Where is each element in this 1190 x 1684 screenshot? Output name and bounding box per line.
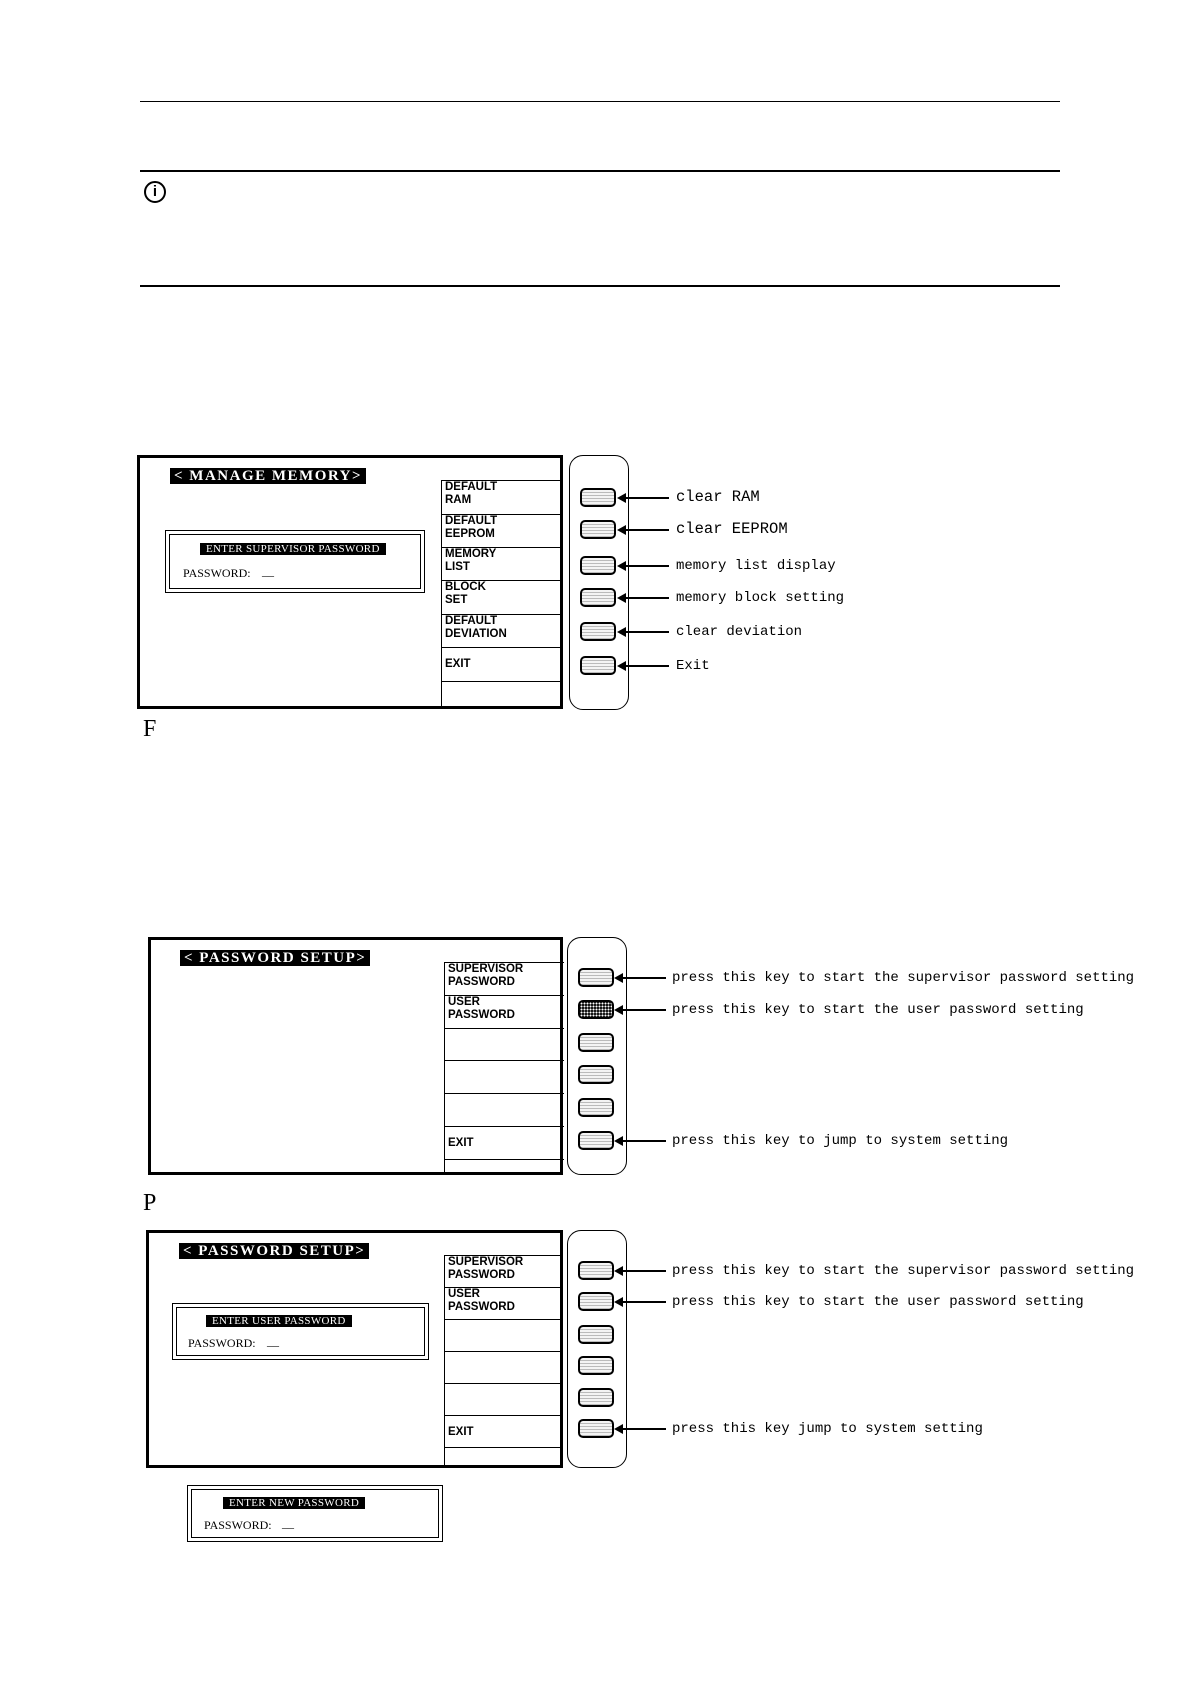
- screen-title: < PASSWORD SETUP>: [179, 1243, 369, 1259]
- label-memory-list-display: memory list display: [676, 558, 836, 574]
- softkey-block-set[interactable]: BLOCK SET: [442, 580, 562, 614]
- password-label: PASSWORD:: [204, 1518, 272, 1532]
- key-6[interactable]: [578, 1419, 614, 1438]
- key-4[interactable]: [578, 1065, 614, 1084]
- softkey-exit[interactable]: EXIT: [445, 1126, 564, 1159]
- password-input[interactable]: __: [267, 1334, 279, 1348]
- figure-caption: P: [143, 1190, 157, 1216]
- password-dialog: [165, 530, 425, 593]
- softkey-default-eeprom[interactable]: DEFAULT EEPROM: [442, 514, 562, 547]
- key-1[interactable]: [580, 488, 616, 507]
- arrow: [619, 497, 669, 499]
- softkey-blank[interactable]: [445, 1351, 562, 1383]
- softkey-supervisor-password[interactable]: SUPERVISOR PASSWORD: [445, 962, 564, 995]
- password-dialog: [172, 1303, 429, 1360]
- softkey-memory-list[interactable]: MEMORY LIST: [442, 547, 562, 580]
- key-6[interactable]: [578, 1131, 614, 1150]
- softkey-user-password[interactable]: USER PASSWORD: [445, 995, 564, 1028]
- screen-title: < PASSWORD SETUP>: [180, 950, 370, 966]
- new-password-dialog: [187, 1485, 443, 1542]
- softkey-blank[interactable]: [445, 1028, 564, 1060]
- dialog-title: ENTER NEW PASSWORD: [223, 1497, 365, 1509]
- label-supervisor-password: press this key to start the supervisor password setting: [672, 970, 1135, 986]
- label-clear-eeprom: clear EEPROM: [676, 520, 788, 538]
- password-label: PASSWORD:: [188, 1336, 256, 1350]
- softkey-user-password[interactable]: USER PASSWORD: [445, 1287, 562, 1319]
- label-clear-ram: clear RAM: [676, 488, 760, 506]
- softkey-default-deviation[interactable]: DEFAULT DEVIATION: [442, 614, 562, 647]
- key-2[interactable]: [578, 1292, 614, 1311]
- arrow: [616, 977, 666, 979]
- key-6[interactable]: [580, 656, 616, 675]
- arrow: [616, 1428, 666, 1430]
- softkey-column: [444, 1255, 562, 1466]
- key-5[interactable]: [580, 622, 616, 641]
- password-input[interactable]: __: [262, 564, 274, 578]
- key-4[interactable]: [578, 1356, 614, 1375]
- key-3[interactable]: [580, 556, 616, 575]
- label-exit: Exit: [676, 658, 710, 674]
- label-system-setting: press this key to jump to system setting: [672, 1133, 1009, 1149]
- note-top-rule: [140, 170, 1060, 172]
- note-bottom-rule: [140, 285, 1060, 287]
- arrow: [616, 1270, 666, 1272]
- key-3[interactable]: [578, 1033, 614, 1052]
- key-2[interactable]: [580, 520, 616, 539]
- key-5[interactable]: [578, 1098, 614, 1117]
- label-user-password: press this key to start the user password setting: [672, 1002, 1084, 1018]
- softkey-column: [444, 962, 564, 1173]
- key-2-pressed[interactable]: [578, 1000, 614, 1019]
- softkey-exit[interactable]: EXIT: [445, 1415, 562, 1447]
- softkey-column: [441, 480, 562, 707]
- arrow: [619, 665, 669, 667]
- label-user-password: press this key to start the user password setting: [672, 1294, 1084, 1310]
- arrow: [619, 631, 669, 633]
- label-clear-deviation: clear deviation: [676, 624, 803, 640]
- screen-title: < MANAGE MEMORY>: [170, 468, 366, 484]
- key-1[interactable]: [578, 968, 614, 987]
- key-1[interactable]: [578, 1261, 614, 1280]
- lcd-screen: [137, 455, 563, 709]
- softkey-blank[interactable]: [445, 1060, 564, 1093]
- softkey-blank[interactable]: [445, 1383, 562, 1415]
- dialog-title: ENTER SUPERVISOR PASSWORD: [200, 543, 386, 555]
- softkey-supervisor-password[interactable]: SUPERVISOR PASSWORD: [445, 1255, 562, 1287]
- label-system-setting: press this key jump to system setting: [672, 1421, 983, 1437]
- arrow: [619, 529, 669, 531]
- arrow: [616, 1009, 666, 1011]
- lcd-screen: [148, 937, 563, 1175]
- arrow: [616, 1140, 666, 1142]
- key-5[interactable]: [578, 1388, 614, 1407]
- figure-caption: F: [143, 716, 157, 742]
- softkey-blank[interactable]: [445, 1319, 562, 1351]
- label-supervisor-password: press this key to start the supervisor password setting: [672, 1263, 1135, 1279]
- password-input[interactable]: __: [282, 1516, 294, 1530]
- info-icon: i: [144, 181, 166, 203]
- arrow: [619, 565, 669, 567]
- label-memory-block-setting: memory block setting: [676, 590, 845, 606]
- key-3[interactable]: [578, 1325, 614, 1344]
- softkey-blank[interactable]: [445, 1093, 564, 1126]
- dialog-title: ENTER USER PASSWORD: [206, 1315, 352, 1327]
- arrow: [619, 597, 669, 599]
- softkey-exit[interactable]: EXIT: [442, 647, 562, 681]
- softkey-default-ram[interactable]: DEFAULT RAM: [442, 480, 562, 514]
- key-4[interactable]: [580, 588, 616, 607]
- page-header-rule: [140, 101, 1060, 102]
- password-label: PASSWORD:: [183, 566, 251, 580]
- lcd-screen: [146, 1230, 563, 1468]
- arrow: [616, 1301, 666, 1303]
